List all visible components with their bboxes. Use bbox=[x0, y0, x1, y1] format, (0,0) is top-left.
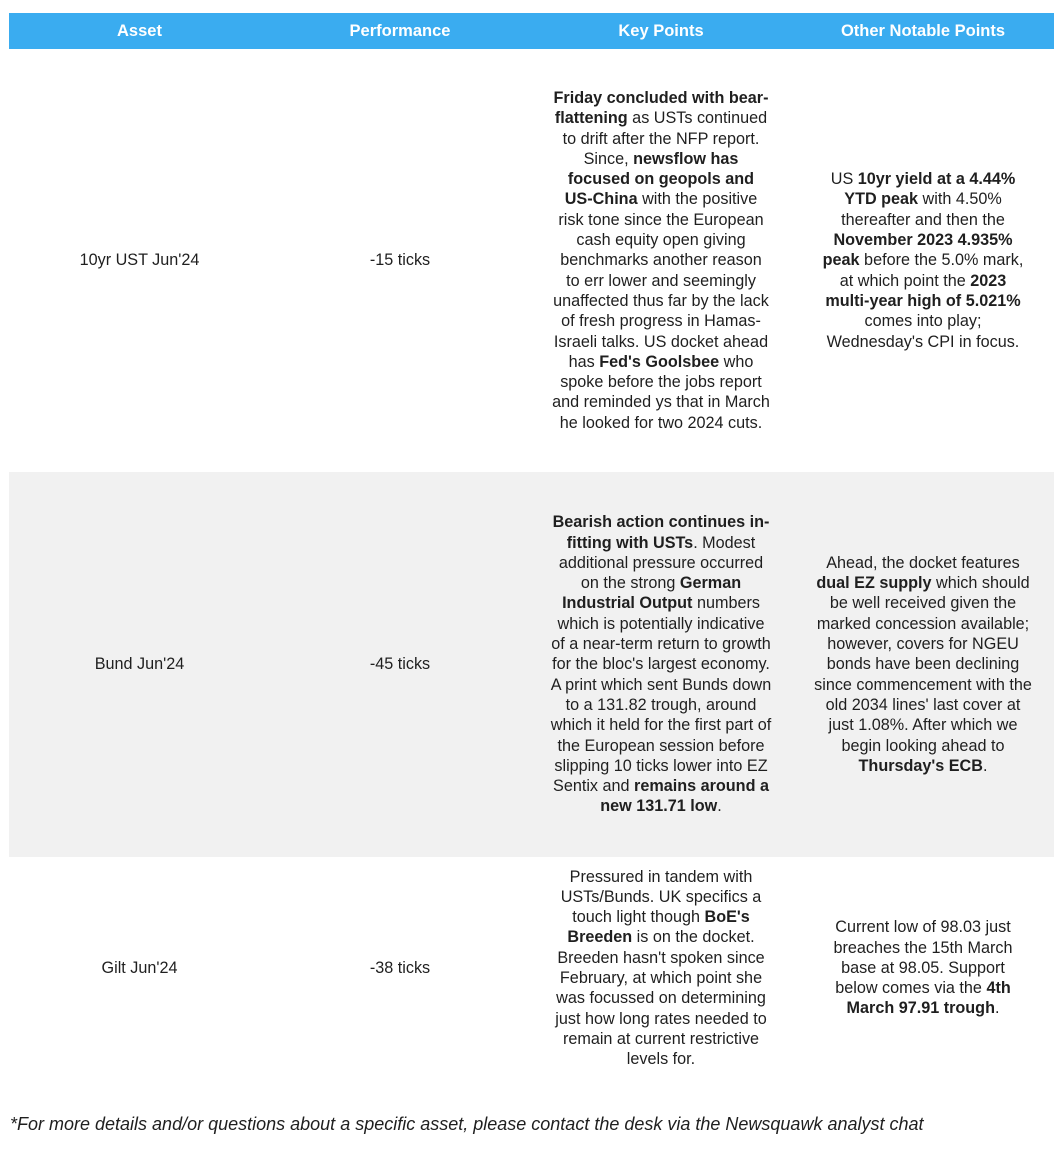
emphasis-text: 4th March 97.91 trough bbox=[846, 979, 1011, 1018]
other-points-text bbox=[817, 169, 1029, 352]
body-text: US bbox=[830, 170, 858, 189]
footer-note: *For more details and/or questions about a specific asset, please contact the desk via the Newsquawk analyst chat bbox=[10, 1114, 924, 1134]
performance-cell: -15 ticks bbox=[369, 251, 431, 270]
body-text: with the positive risk tone since the European cash equity open giving benchmarks another reason to err lower and seemingly unaffected thus far by the lack of fresh progress in Hamas-Israeli talks. US docket ahead has bbox=[553, 190, 769, 371]
emphasis-text: Thursday's ECB bbox=[858, 756, 983, 775]
body-text: which should be well received given the marked concession available; however, covers for NGEU bonds have been declining since commencement with the old 2034 lines' last cover at just 1.08%. After which we begin looking ahead to bbox=[814, 574, 1032, 755]
header-performance: Performance bbox=[349, 21, 451, 40]
body-text: . bbox=[994, 999, 1000, 1018]
body-text: who spoke before the jobs report and reminded ys that in March he looked for two 2024 cuts. bbox=[552, 352, 770, 432]
key-points-cell bbox=[530, 472, 792, 857]
analysis-table bbox=[9, 13, 1054, 1079]
other-points-cell bbox=[792, 472, 1054, 857]
table-row bbox=[9, 472, 1054, 857]
body-text: as USTs continued to drift after the NFP report. Since, bbox=[562, 109, 768, 168]
other-points-cell bbox=[792, 49, 1054, 472]
asset-cell: Gilt Jun'24 bbox=[101, 958, 178, 977]
body-text: . bbox=[717, 797, 722, 816]
key-points-text bbox=[552, 88, 770, 433]
other-points-text bbox=[823, 917, 1023, 1018]
key-points-cell bbox=[530, 49, 792, 472]
asset-cell: 10yr UST Jun'24 bbox=[79, 251, 200, 270]
table-row bbox=[9, 857, 1054, 1079]
body-text: with 4.50% thereafter and then the bbox=[841, 190, 1005, 229]
emphasis-text: newsflow has focused on geopols and US-China bbox=[564, 149, 755, 209]
other-points-text bbox=[814, 553, 1032, 776]
body-text: Current low of 98.03 just breaches the 15th March base at 98.05. Support below comes via the bbox=[833, 918, 1013, 998]
performance-cell: -38 ticks bbox=[369, 958, 431, 977]
emphasis-text: dual EZ supply bbox=[816, 574, 932, 593]
body-text: Ahead, the docket features bbox=[826, 553, 1020, 572]
emphasis-text: Fed's Goolsbee bbox=[599, 352, 720, 371]
body-text: . Modest additional pressure occurred on the strong bbox=[558, 533, 764, 593]
header-other-points: Other Notable Points bbox=[840, 21, 1006, 40]
emphasis-text: BoE's Breeden bbox=[567, 908, 750, 947]
performance-cell: -45 ticks bbox=[369, 655, 431, 674]
body-text: Pressured in tandem with USTs/Bunds. UK specifics a touch light though bbox=[560, 867, 762, 927]
key-points-text bbox=[552, 867, 770, 1070]
header-asset: Asset bbox=[117, 21, 162, 40]
key-points-cell bbox=[530, 857, 792, 1079]
body-text: numbers which is potentially indicative of a near-term return to growth for the bloc's largest economy. A print which sent Bunds down to a 131.82 trough, around which it held for the first part of the European session before slipping 10 ticks lower into EZ Sentix and bbox=[550, 594, 772, 796]
emphasis-text: remains around a new 131.71 low bbox=[600, 777, 769, 816]
body-text: . bbox=[982, 756, 988, 775]
emphasis-text: Bearish action continues in-fitting with USTs bbox=[552, 513, 770, 552]
emphasis-text: Friday concluded with bear-flattening bbox=[553, 88, 769, 128]
emphasis-text: German Industrial Output bbox=[562, 574, 742, 613]
body-text: is on the docket. Breeden hasn't spoken since February, at which point she was focussed on determining just how long rates needed to remain at current restrictive levels for. bbox=[555, 928, 767, 1069]
emphasis-text: 2023 multi-year high of 5.021% bbox=[825, 271, 1021, 310]
emphasis-text: November 2023 4.935% peak bbox=[822, 231, 1013, 270]
emphasis-text: 10yr yield at a 4.44% YTD peak bbox=[844, 170, 1016, 209]
table-row bbox=[9, 49, 1054, 472]
body-text: before the 5.0% mark, at which point the bbox=[839, 251, 1024, 290]
asset-cell: Bund Jun'24 bbox=[94, 655, 185, 674]
key-points-text bbox=[550, 512, 772, 816]
body-text: comes into play; Wednesday's CPI in focus. bbox=[826, 312, 1020, 351]
other-points-cell bbox=[792, 857, 1054, 1079]
table-header bbox=[9, 13, 1054, 49]
header-key-points: Key Points bbox=[618, 21, 704, 40]
